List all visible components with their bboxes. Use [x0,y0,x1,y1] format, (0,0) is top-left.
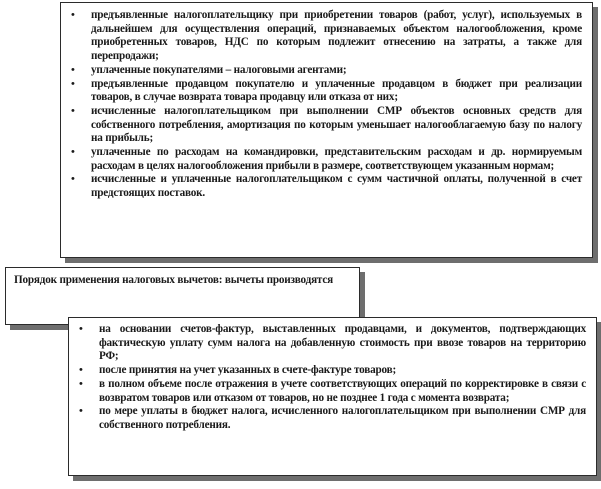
bullet-icon: • [79,377,83,390]
list-item [69,78,582,105]
list-item [69,146,582,173]
bullet-icon: • [79,405,83,418]
bullet-icon: • [79,323,83,335]
list-item [77,378,586,405]
bullet-icon: • [71,77,75,90]
bullet-icon: • [79,364,83,377]
deduction-procedure-heading: Порядок применения налоговых вычетов: вычеты производятся [14,274,333,286]
deductions-list [69,9,582,201]
list-item-text: уплаченные покупателями – налоговыми агентами; [91,63,347,76]
list-item-text: на основании счетов-фактур, выставленных продавцами, и документов, подтверждающих фактическую уплату сумм налога на добавленную стоимость при ввозе товаров на территорию РФ; [99,323,586,363]
list-item [69,64,582,78]
list-item-text: по мере уплаты в бюджет налога, исчисленного налогоплательщиком при выполнении СМР для собственного потребления. [99,405,586,431]
bullet-icon: • [71,9,75,21]
list-item [69,173,582,200]
list-item [77,323,586,364]
list-item-text: исчисленные и уплаченные налогоплательщиком с сумм частичной оплаты, полученной в счет предстоящих поставок. [91,173,582,200]
list-item-text: в полном объеме после отражения в учете соответствующих операций по корректировке в связи с возвратом товаров или отказом от товаров, но не позднее 1 года с момента возврата; [99,377,586,404]
list-item-text: после принятия на учет указанных в счете-фактуре товаров; [99,364,396,377]
list-item [69,105,582,146]
deduction-conditions-list [77,323,586,433]
deductions-list-box [60,2,593,258]
deduction-conditions-box [68,317,597,476]
bullet-icon: • [71,63,75,76]
list-item-text: предъявленные продавцом покупателю и уплаченные продавцом в бюджет при реализации товаров, в случае возврата товара продавцу или отказа от них; [91,77,582,104]
bullet-icon: • [71,173,75,186]
bullet-icon: • [71,146,75,159]
list-item-text: предъявленные налогоплательщику при приобретении товаров (работ, услуг), используемых в дальнейшем для осуществления операций, признаваемых объектом налогообложения, кроме приобретенных товаров, НДС по которым подлежит отнесению на затраты, а также для перепродажи; [91,9,582,63]
bullet-icon: • [71,104,75,117]
list-item-text: уплаченные по расходам на командировки, представительским расходам и др. нормируемым расходам в целях налогообложения прибыли в размере, соответствующем указанным нормам; [91,146,582,172]
list-item [69,9,582,64]
list-item [77,364,586,378]
list-item-text: исчисленные налогоплательщиком при выполнении СМР объектов основных средств для собственного потребления, амортизация по которым уменьшает налогооблагаемую базу по налогу на прибыль; [91,104,582,145]
list-item [77,405,586,432]
